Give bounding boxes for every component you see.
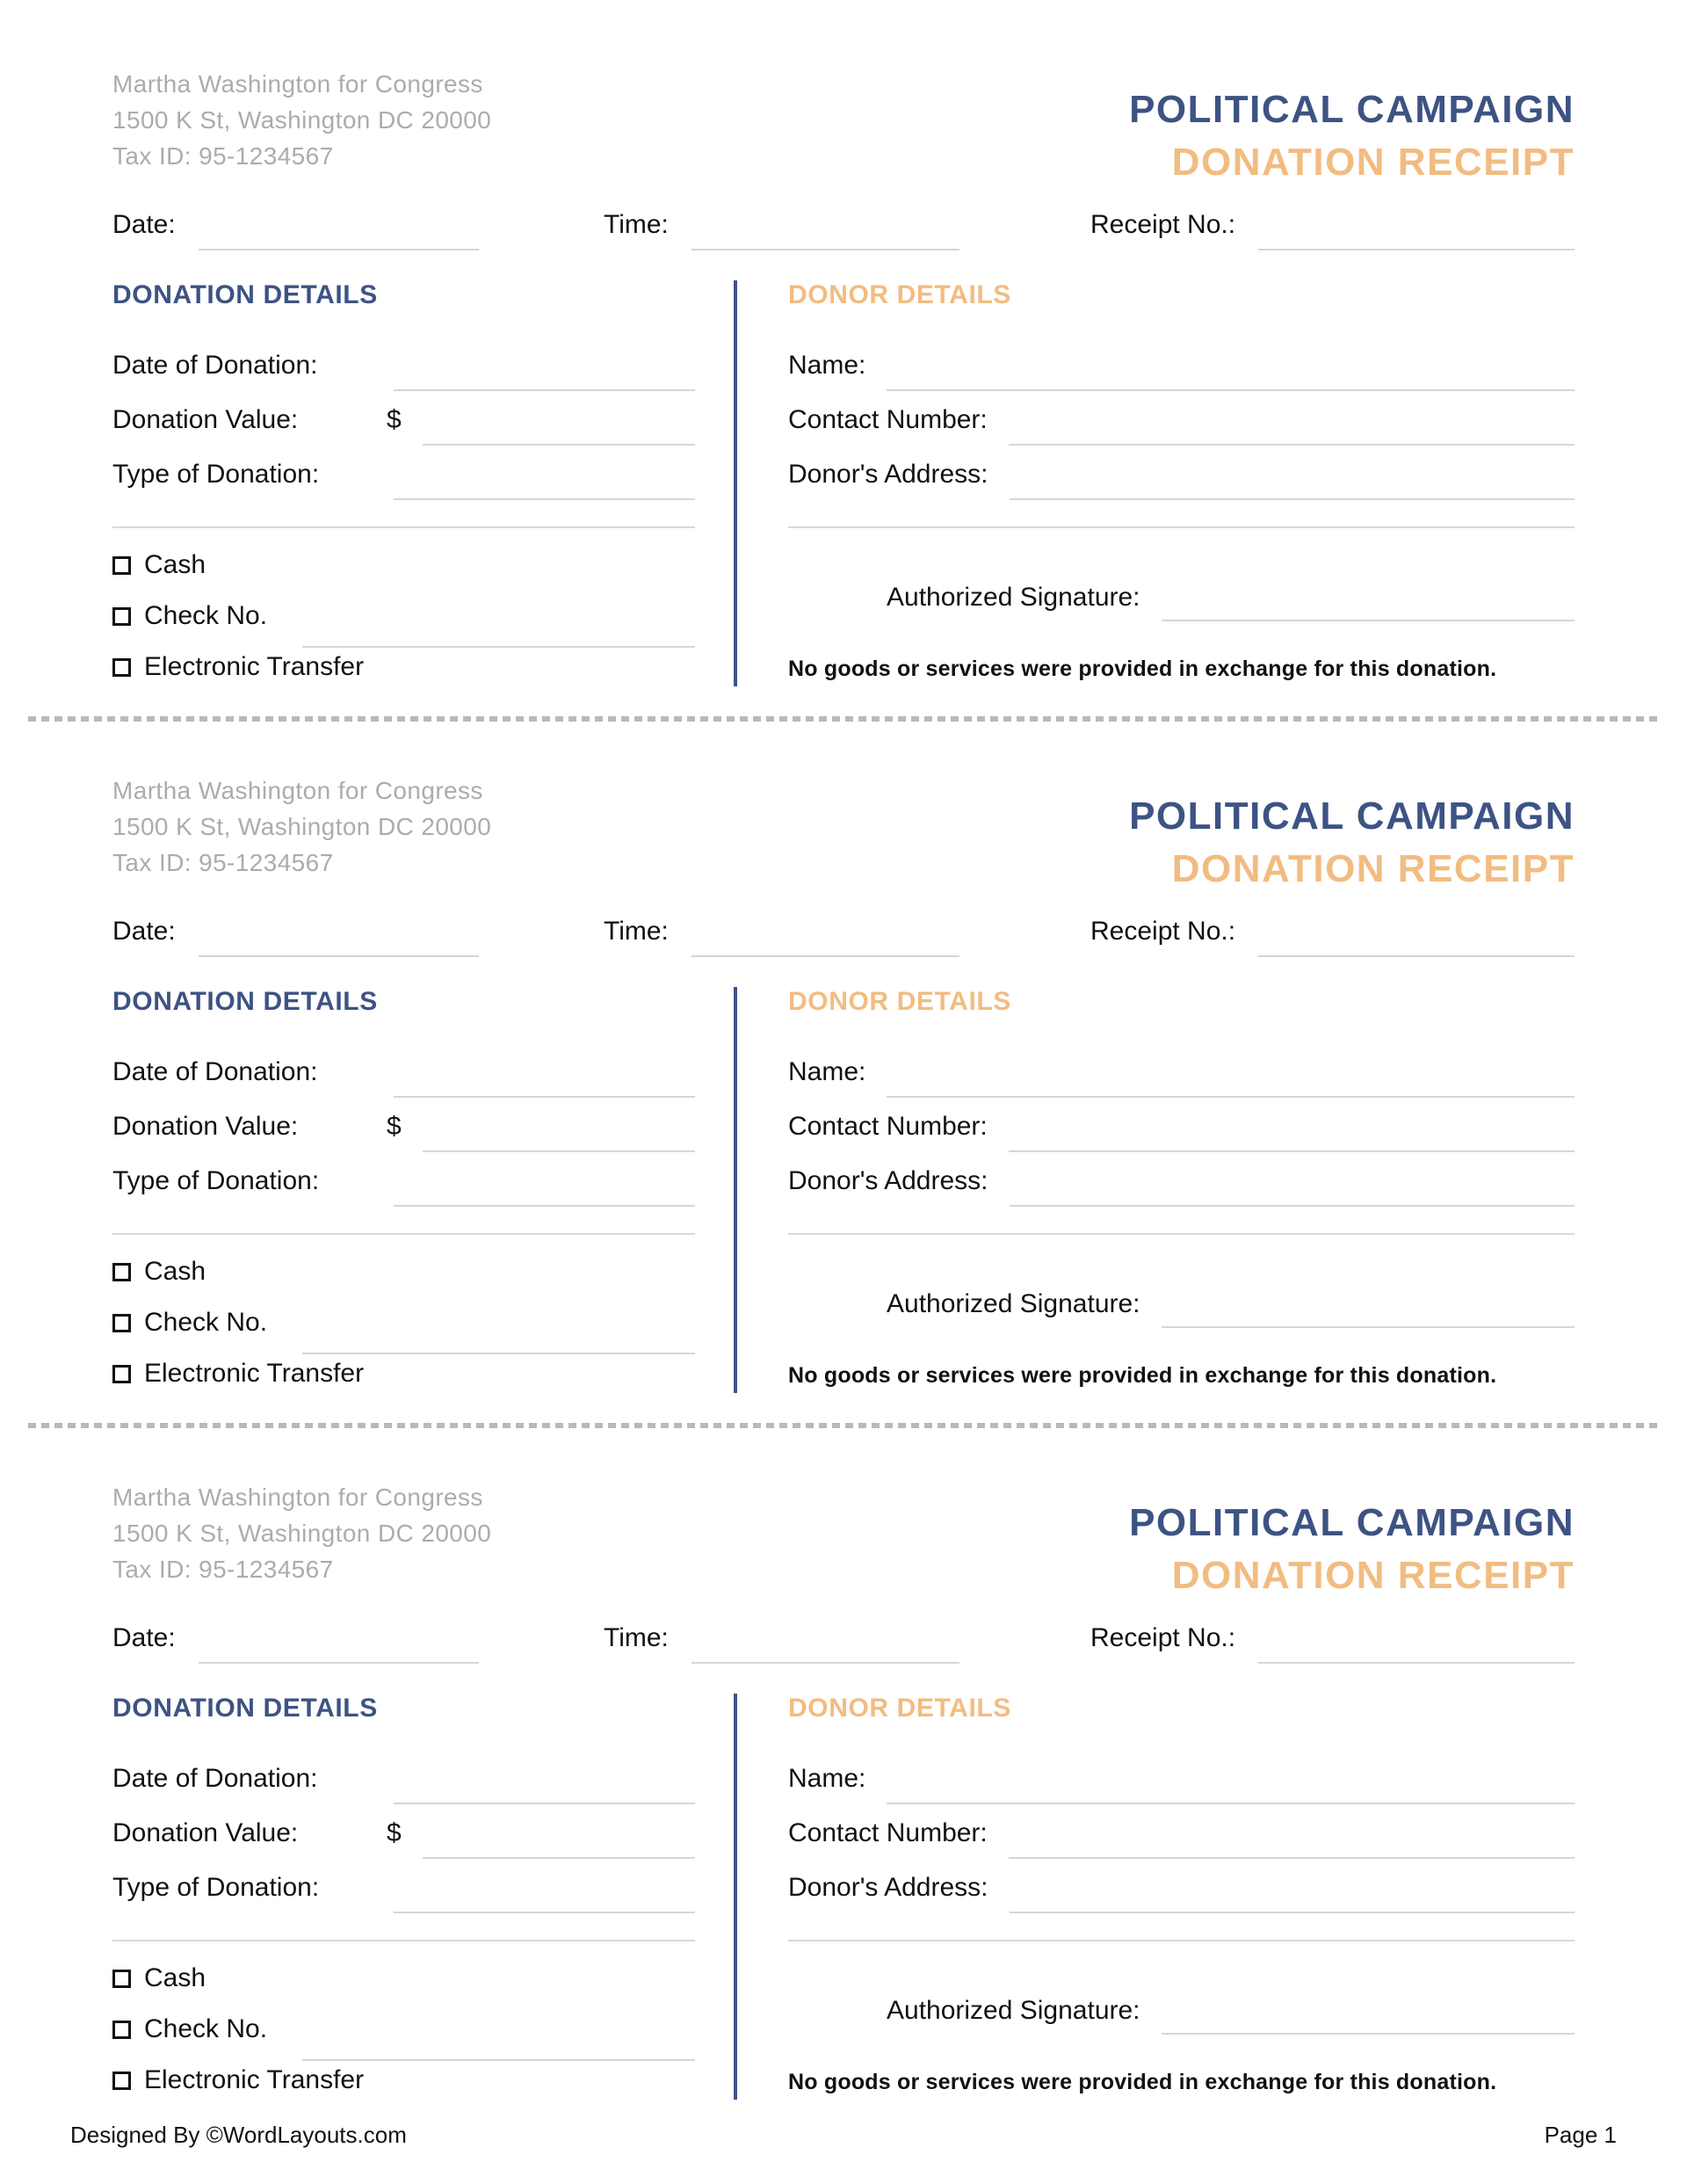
- payment-options: [112, 546, 695, 686]
- dashed-separator: [28, 1423, 1659, 1428]
- org-name: Martha Washington for Congress: [112, 777, 483, 804]
- title-block: [1129, 66, 1575, 185]
- page-subtitle: DONATION RECEIPT: [1171, 1554, 1575, 1597]
- donation-value-label: Donation Value:: [112, 405, 299, 434]
- check-no-label: Check No.: [144, 2014, 268, 2043]
- type-of-donation-line[interactable]: [394, 1168, 695, 1207]
- check-no-line[interactable]: [302, 646, 695, 648]
- date-label: Date:: [112, 1623, 176, 1652]
- footer-page-number: Page 1: [1544, 2122, 1617, 2148]
- title-block: [1129, 1479, 1575, 1599]
- name-label: Name:: [788, 351, 866, 380]
- name-line[interactable]: [887, 352, 1575, 391]
- no-goods-note: No goods or services were provided in exchange for this donation.: [788, 657, 1497, 681]
- donor-address-line[interactable]: [1010, 1875, 1575, 1913]
- dollar-sign: $: [387, 405, 402, 434]
- donation-value-label: Donation Value:: [112, 1112, 299, 1141]
- time-label: Time:: [604, 210, 669, 239]
- donation-details-column: [112, 1694, 695, 2100]
- receipt-no-label: Receipt No.:: [1090, 1623, 1236, 1652]
- dashed-separator: [28, 716, 1659, 722]
- receipt-no-input-line[interactable]: [1258, 918, 1575, 957]
- check-no-checkbox[interactable]: [112, 1314, 131, 1332]
- details-section: [112, 987, 1575, 1393]
- authorized-signature-line[interactable]: [1162, 586, 1575, 621]
- date-label: Date:: [112, 917, 176, 946]
- meta-row: [112, 917, 1575, 957]
- authorized-signature-line[interactable]: [1162, 1999, 1575, 2035]
- check-no-checkbox[interactable]: [112, 2021, 131, 2039]
- donation-details-heading: DONATION DETAILS: [112, 1694, 378, 1723]
- page-title: POLITICAL CAMPAIGN: [1129, 1501, 1575, 1544]
- meta-row: [112, 1623, 1575, 1664]
- donor-address-label: Donor's Address:: [788, 1873, 988, 1902]
- receipt-no-input-line[interactable]: [1258, 1625, 1575, 1664]
- receipt-1: [70, 66, 1617, 722]
- authorized-signature-label: Authorized Signature:: [887, 1289, 1140, 1318]
- donor-details-heading: DONOR DETAILS: [788, 280, 1011, 309]
- authorized-signature-line[interactable]: [1162, 1293, 1575, 1328]
- donor-address-label: Donor's Address:: [788, 460, 988, 489]
- no-goods-note: No goods or services were provided in exchange for this donation.: [788, 1363, 1497, 1388]
- receipt-header: [112, 66, 1575, 185]
- donor-address-label: Donor's Address:: [788, 1166, 988, 1195]
- donation-value-line[interactable]: [423, 1114, 695, 1152]
- electronic-transfer-checkbox[interactable]: [112, 2072, 131, 2090]
- footer-credit: Designed By ©WordLayouts.com: [70, 2122, 407, 2148]
- donor-details-heading: DONOR DETAILS: [788, 987, 1011, 1016]
- authorized-signature-label: Authorized Signature:: [887, 583, 1140, 612]
- type-of-donation-line[interactable]: [394, 461, 695, 500]
- time-input-line[interactable]: [691, 1625, 959, 1664]
- receipt-header: [112, 773, 1575, 892]
- right-column-divider-line: [788, 1233, 1575, 1235]
- page-footer: [70, 2122, 1617, 2149]
- time-input-line[interactable]: [691, 212, 959, 250]
- org-address: 1500 K St, Washington DC 20000: [112, 813, 492, 840]
- name-line[interactable]: [887, 1766, 1575, 1804]
- cash-checkbox[interactable]: [112, 1263, 131, 1281]
- authorized-signature-label: Authorized Signature:: [887, 1996, 1140, 2025]
- date-input-line[interactable]: [199, 212, 479, 250]
- cash-label: Cash: [144, 550, 206, 579]
- date-of-donation-label: Date of Donation:: [112, 1057, 318, 1086]
- donation-details-heading: DONATION DETAILS: [112, 280, 378, 309]
- page-title: POLITICAL CAMPAIGN: [1129, 795, 1575, 838]
- organization-block: [112, 66, 491, 174]
- electronic-transfer-label: Electronic Transfer: [144, 652, 365, 681]
- details-section: [112, 280, 1575, 686]
- title-block: [1129, 773, 1575, 892]
- date-of-donation-line[interactable]: [394, 352, 695, 391]
- donor-details-column: [776, 280, 1575, 686]
- meta-row: [112, 210, 1575, 250]
- date-of-donation-label: Date of Donation:: [112, 1764, 318, 1793]
- donor-address-line[interactable]: [1010, 461, 1575, 500]
- donation-value-label: Donation Value:: [112, 1818, 299, 1847]
- type-of-donation-label: Type of Donation:: [112, 1166, 320, 1195]
- name-label: Name:: [788, 1764, 866, 1793]
- date-of-donation-label: Date of Donation:: [112, 351, 318, 380]
- date-of-donation-line[interactable]: [394, 1059, 695, 1098]
- dollar-sign: $: [387, 1818, 402, 1847]
- section-divider: [734, 280, 737, 686]
- organization-block: [112, 773, 491, 881]
- receipt-no-label: Receipt No.:: [1090, 210, 1236, 239]
- time-label: Time:: [604, 1623, 669, 1652]
- donor-details-column: [776, 987, 1575, 1393]
- contact-number-label: Contact Number:: [788, 405, 988, 434]
- donor-details-heading: DONOR DETAILS: [788, 1694, 1011, 1723]
- time-input-line[interactable]: [691, 918, 959, 957]
- left-column-divider-line: [112, 526, 695, 528]
- receipt-no-input-line[interactable]: [1258, 212, 1575, 250]
- section-divider: [734, 987, 737, 1393]
- donation-value-line[interactable]: [423, 407, 695, 446]
- section-divider: [734, 1694, 737, 2100]
- electronic-transfer-label: Electronic Transfer: [144, 2065, 365, 2094]
- left-column-divider-line: [112, 1940, 695, 1941]
- right-column-divider-line: [788, 526, 1575, 528]
- details-section: [112, 1694, 1575, 2100]
- electronic-transfer-label: Electronic Transfer: [144, 1359, 365, 1388]
- page-title: POLITICAL CAMPAIGN: [1129, 88, 1575, 131]
- check-no-line[interactable]: [302, 1353, 695, 1354]
- type-of-donation-label: Type of Donation:: [112, 460, 320, 489]
- check-no-checkbox[interactable]: [112, 607, 131, 626]
- dollar-sign: $: [387, 1112, 402, 1141]
- name-line[interactable]: [887, 1059, 1575, 1098]
- date-input-line[interactable]: [199, 918, 479, 957]
- date-of-donation-line[interactable]: [394, 1766, 695, 1804]
- type-of-donation-line[interactable]: [394, 1875, 695, 1913]
- cash-checkbox[interactable]: [112, 556, 131, 575]
- page-subtitle: DONATION RECEIPT: [1171, 141, 1575, 184]
- receipt-2: [70, 773, 1617, 1428]
- org-address: 1500 K St, Washington DC 20000: [112, 106, 492, 134]
- organization-block: [112, 1479, 491, 1587]
- donation-details-heading: DONATION DETAILS: [112, 987, 378, 1016]
- org-name: Martha Washington for Congress: [112, 1484, 483, 1511]
- payment-options: [112, 1959, 695, 2100]
- check-no-label: Check No.: [144, 601, 268, 630]
- check-no-label: Check No.: [144, 1308, 268, 1337]
- org-address: 1500 K St, Washington DC 20000: [112, 1520, 492, 1547]
- donor-address-line[interactable]: [1010, 1168, 1575, 1207]
- receipt-header: [112, 1479, 1575, 1599]
- receipt-no-label: Receipt No.:: [1090, 917, 1236, 946]
- no-goods-note: No goods or services were provided in exchange for this donation.: [788, 2070, 1497, 2094]
- check-no-line[interactable]: [302, 2059, 695, 2061]
- date-label: Date:: [112, 210, 176, 239]
- contact-number-label: Contact Number:: [788, 1112, 988, 1141]
- donation-value-line[interactable]: [423, 1820, 695, 1859]
- donation-details-column: [112, 280, 695, 686]
- cash-label: Cash: [144, 1963, 206, 1992]
- org-tax-id: Tax ID: 95-1234567: [112, 849, 334, 876]
- cash-label: Cash: [144, 1257, 206, 1286]
- payment-options: [112, 1252, 695, 1393]
- contact-number-line[interactable]: [1009, 1820, 1575, 1859]
- contact-number-label: Contact Number:: [788, 1818, 988, 1847]
- page-subtitle: DONATION RECEIPT: [1171, 847, 1575, 890]
- donation-details-column: [112, 987, 695, 1393]
- contact-number-line[interactable]: [1009, 407, 1575, 446]
- left-column-divider-line: [112, 1233, 695, 1235]
- org-name: Martha Washington for Congress: [112, 70, 483, 98]
- cash-checkbox[interactable]: [112, 1970, 131, 1988]
- date-input-line[interactable]: [199, 1625, 479, 1664]
- type-of-donation-label: Type of Donation:: [112, 1873, 320, 1902]
- time-label: Time:: [604, 917, 669, 946]
- right-column-divider-line: [788, 1940, 1575, 1941]
- org-tax-id: Tax ID: 95-1234567: [112, 1556, 334, 1583]
- name-label: Name:: [788, 1057, 866, 1086]
- donor-details-column: [776, 1694, 1575, 2100]
- electronic-transfer-checkbox[interactable]: [112, 658, 131, 677]
- contact-number-line[interactable]: [1009, 1114, 1575, 1152]
- electronic-transfer-checkbox[interactable]: [112, 1365, 131, 1383]
- receipt-3: [70, 1479, 1617, 2100]
- org-tax-id: Tax ID: 95-1234567: [112, 142, 334, 170]
